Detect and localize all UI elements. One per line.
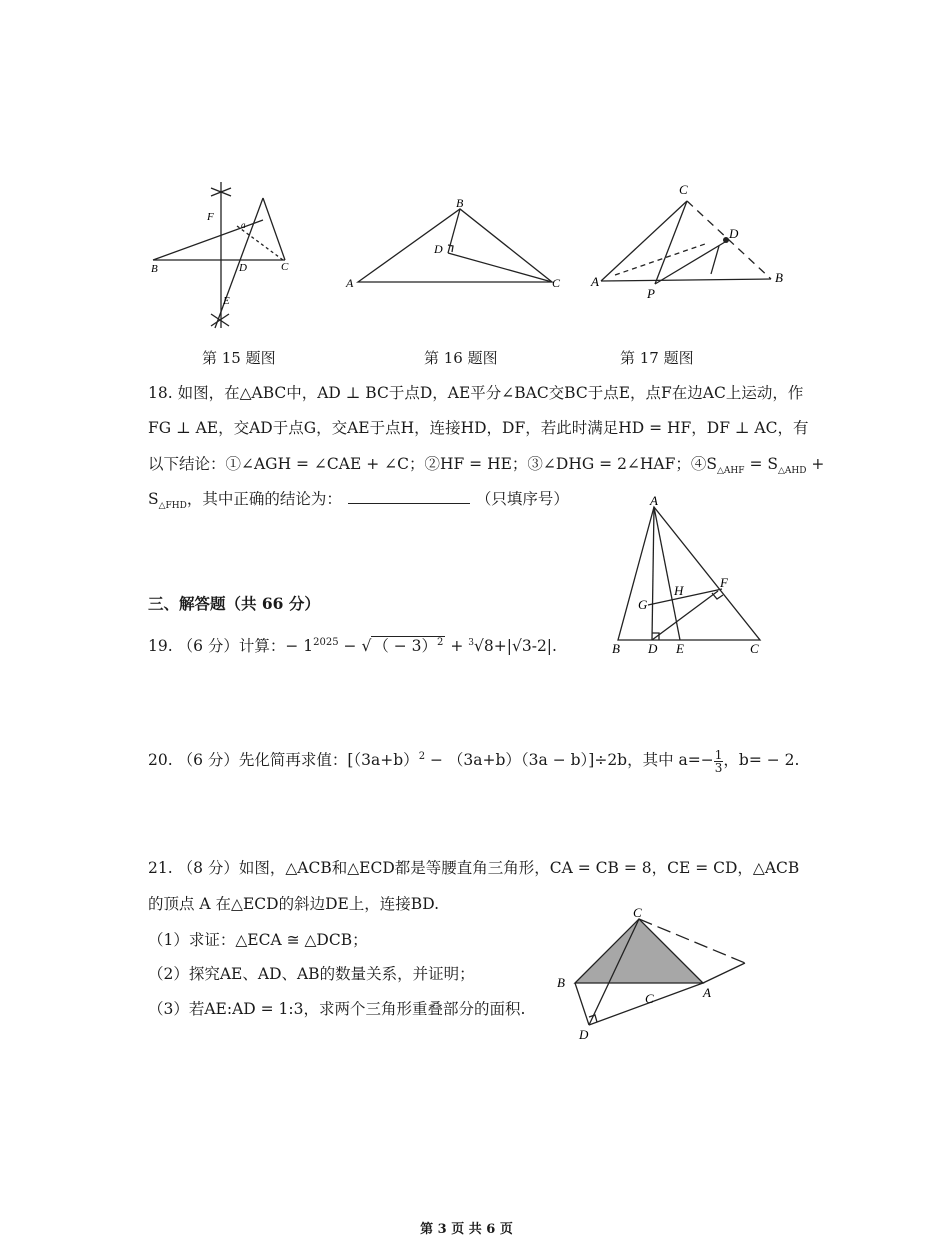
q19-plus: +: [445, 637, 469, 655]
fig21-label-e: C: [645, 991, 654, 1006]
q19-cbrt-index: 3: [468, 637, 474, 648]
fig21-label-b: B: [557, 975, 565, 990]
q18-line-3-rest: = S: [744, 455, 778, 473]
fig18-label-d: D: [648, 641, 658, 656]
q21-part-2: （2）探究AE、AD、AB的数量关系，并证明；: [148, 965, 475, 983]
fig16-label-d: D: [434, 242, 443, 256]
fig17-label-c: C: [679, 182, 688, 197]
fig15-label-c: C: [281, 261, 289, 273]
q20-sq: 2: [418, 750, 426, 762]
q18-s: S: [148, 490, 159, 508]
fig17-label-a: A: [591, 274, 599, 289]
fig15-caption: 第 15 题图: [202, 349, 276, 367]
fig15-label-b: B: [151, 263, 158, 275]
q18-line-3: [148, 452, 824, 476]
q18-sub-ahf: △AHF: [717, 466, 745, 477]
q18-line-4-text: ，其中正确的结论为：: [186, 490, 342, 508]
q18-line-1: 18. 如图，在△ABC中，AD ⊥ BC于点D，AE平分∠BAC交BC于点E，点F在边AC上运动，作: [148, 384, 804, 402]
q18-sub-fhd: △FHD: [158, 501, 187, 512]
q19-cbrt: 8: [483, 637, 494, 655]
figure-15: [145, 178, 305, 338]
q21-part-3: （3）若AE:AD = 1:3，求两个三角形重叠部分的面积.: [148, 1000, 526, 1018]
q19-exp: 2025: [313, 636, 339, 648]
fig21-label-a: A: [703, 985, 711, 1000]
q19-minus: −: [338, 637, 362, 655]
q19-sqrt: √ （ − 3）$^2$: [361, 636, 444, 655]
q20-fraction: [714, 749, 724, 774]
q21-line-1: 21. （8 分）如图，△ACB和△ECD都是等腰直角三角形，CA = CB = 8，CE = CD，△ACB: [148, 859, 800, 877]
q20-prefix: 20. （6 分）先化简再求值：[（3a+b）: [148, 751, 419, 769]
fig21-label-d: D: [579, 1027, 589, 1042]
fig17-caption: 第 17 题图: [620, 349, 694, 367]
q18-line-3-text: 以下结论：①∠AGH = ∠CAE + ∠C；②HF = HE；③∠DHG = 2∠HAF；④S: [148, 455, 717, 473]
figure-17: [585, 180, 795, 305]
q19-prefix: 19. （6 分）计算：− 1: [148, 637, 314, 655]
fig15-label-e: E: [223, 295, 230, 307]
figure-18: [608, 495, 768, 660]
fig16-label-c: C: [552, 276, 561, 290]
q19-sq: 2: [437, 636, 444, 648]
q20-line: [148, 748, 799, 774]
fig16-label-a: A: [346, 276, 354, 290]
fig18-label-h: H: [674, 583, 684, 598]
q18-line-4: [148, 487, 569, 511]
q20-middle: − （3a+b）（3a − b）]÷2b，其中 a=−: [425, 751, 714, 769]
q20-end: ，b= − 2.: [723, 751, 800, 769]
fig18-label-e: E: [676, 641, 684, 656]
q18-line-2: FG ⊥ AE，交AD于点G，交AE于点H，连接HD，DF，若此时满足HD = HF，DF ⊥ AC，有: [148, 419, 809, 437]
q21-part-1: （1）求证：△ECA ≅ △DCB；: [148, 931, 368, 949]
fig18-label-f: F: [720, 575, 728, 590]
figure-16: [340, 195, 570, 295]
q19-abs: +|√3-2|.: [493, 637, 557, 655]
fig16-label-b: B: [456, 196, 464, 210]
q20-frac-num: 1: [714, 747, 723, 762]
q18-note: （只填序号）: [475, 490, 569, 508]
q19-line: 19. （6 分）计算：− $1^{2025}$ − √ （ − 3）$^2$ + $^3$√8+|√3-2|.: [148, 636, 557, 655]
fig17-label-p: P: [647, 286, 655, 301]
fig18-label-b: B: [612, 641, 620, 656]
q19-radicand: （ − 3）: [373, 637, 438, 655]
fig17-label-d: D: [729, 226, 739, 241]
figure-21: [555, 905, 765, 1045]
fig15-label-d: D: [239, 262, 247, 274]
fig16-caption: 第 16 题图: [424, 349, 498, 367]
q21-line-2: 的顶点 A 在△ECD的斜边DE上，连接BD.: [148, 895, 440, 913]
fig21-label-c: C: [633, 905, 642, 920]
section-3-heading: 三、解答题（共 66 分）: [148, 594, 320, 613]
fig15-label-a: a: [241, 220, 246, 230]
q18-sub-ahd: △AHD: [777, 466, 807, 477]
page-footer: 第 3 页 共 6 页: [420, 1222, 513, 1237]
fig18-label-g: G: [638, 597, 648, 612]
q20-frac-den: 3: [714, 760, 723, 775]
q18-line-3-end: +: [806, 455, 825, 473]
fig17-label-b: B: [775, 270, 783, 285]
q18-answer-blank: [348, 489, 470, 504]
fig15-label-f: F: [207, 211, 214, 223]
fig18-label-a: A: [650, 495, 658, 508]
fig18-label-c: C: [750, 641, 759, 656]
